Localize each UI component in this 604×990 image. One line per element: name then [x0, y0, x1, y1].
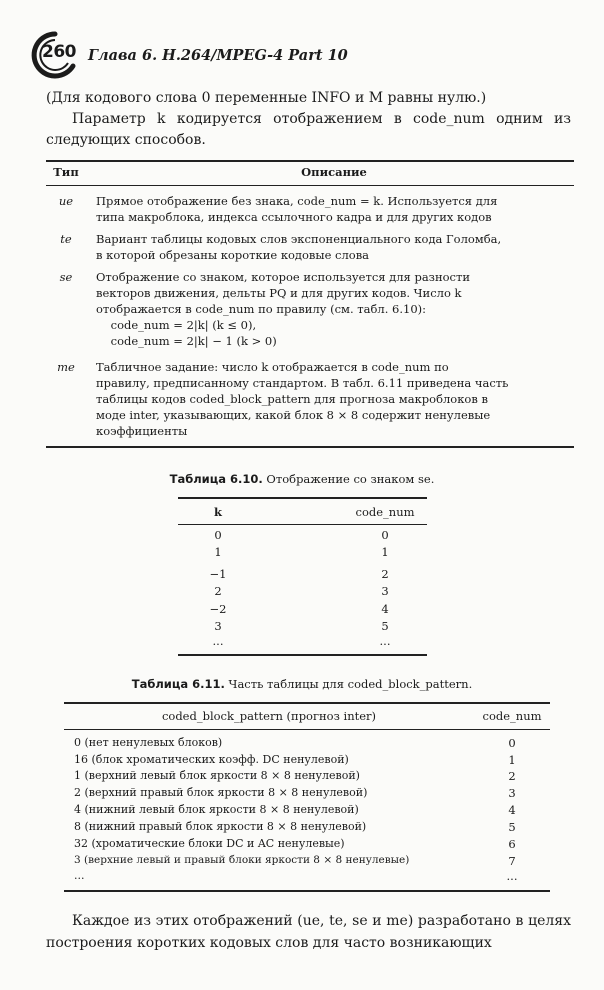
code-num-value: 5	[508, 820, 516, 834]
code-num-value: 2	[508, 769, 516, 783]
caption-label: Таблица 6.10.	[169, 472, 263, 486]
table-top-rule	[64, 702, 550, 704]
description-line: в которой обрезаны короткие кодовые слова	[96, 248, 370, 262]
code-num-value: 6	[508, 837, 516, 851]
row-description	[96, 193, 572, 225]
description-line: моде inter, указывающих, какой блок 8 × 8 содержит ненулевые	[96, 408, 491, 422]
k-value: 2	[214, 584, 222, 598]
code-num-value: 3	[508, 786, 516, 800]
description-line: таблицы кодов coded_block_pattern для прогноза макроблоков в	[96, 392, 488, 406]
code-num-value: 0	[381, 528, 389, 542]
column-header-description: Описание	[301, 165, 367, 179]
k-value: −2	[209, 602, 227, 616]
pattern-value: 1 (верхний левый блок яркости 8 × 8 ненулевой)	[74, 769, 360, 782]
column-header-code-num: code_num	[355, 505, 415, 519]
table-6-10-caption	[0, 472, 604, 486]
description-line: Прямое отображение без знака, code_num = k. Используется для	[96, 194, 498, 208]
pattern-value: 32 (хроматические блоки DC и AC ненулевые)	[74, 837, 345, 850]
code-num-value: 1	[508, 753, 516, 767]
column-header-type: Тип	[53, 165, 79, 179]
description-line: Табличное задание: число k отображается в code_num по	[96, 360, 449, 374]
code-num-value: ...	[506, 869, 518, 883]
caption-text: Часть таблицы для coded_block_pattern.	[224, 677, 473, 691]
code-num-value: 5	[381, 619, 389, 633]
table-bottom-rule	[178, 654, 427, 656]
row-description	[96, 231, 572, 263]
description-line: Вариант таблицы кодовых слов экспоненциального кода Голомба,	[96, 232, 502, 246]
k-value: 3	[214, 619, 222, 633]
table-6-11-caption	[0, 677, 604, 691]
pattern-value: 3 (верхние левый и правый блоки яркости 8 × 8 ненулевые)	[74, 854, 410, 866]
code-num-value: 1	[381, 545, 389, 559]
code-num-value: 7	[508, 854, 516, 868]
pattern-value: 0 (нет ненулевых блоков)	[74, 736, 223, 749]
description-line: векторов движения, дельты PQ и для других кодов. Число k	[96, 286, 462, 300]
table-top-rule	[46, 160, 574, 162]
pattern-value: 16 (блок хроматических коэфф. DC ненулевой)	[74, 753, 349, 766]
caption-text: Отображение со знаком se.	[262, 472, 435, 486]
running-title: Глава 6. H.264/MPEG-4 Part 10	[88, 46, 348, 64]
column-header-pattern: coded_block_pattern (прогноз inter)	[161, 709, 377, 723]
description-line: типа макроблока, индекса ссылочного кадра и для других кодов	[96, 210, 492, 224]
page-number: 260	[42, 42, 76, 62]
intro-paragraph: Параметр k кодируется отображением в code_num одним из следующих способов.	[46, 111, 571, 148]
k-value: ...	[212, 634, 224, 648]
table-header-rule	[46, 185, 574, 186]
table-top-rule	[178, 497, 427, 499]
intro-line: (Для кодового слова 0 переменные INFO и M равны нулю.)	[46, 90, 487, 106]
row-description	[96, 359, 572, 439]
table-header-rule	[64, 729, 550, 730]
description-line: правилу, предписанному стандартом. В табл. 6.11 приведена часть	[96, 376, 509, 390]
column-header-k: k	[214, 505, 222, 519]
formula-line: code_num = 2|k| − 1 (k > 0)	[96, 334, 277, 348]
k-value: 1	[214, 545, 222, 559]
pattern-value: 2 (верхний правый блок яркости 8 × 8 ненулевой)	[74, 786, 368, 799]
description-line: отображается в code_num по правилу (см. табл. 6.10):	[96, 302, 426, 316]
row-type: ue	[58, 194, 74, 208]
row-type: se	[59, 270, 73, 284]
k-value: −1	[209, 567, 227, 581]
pattern-value: 8 (нижний правый блок яркости 8 × 8 ненулевой)	[74, 820, 367, 833]
page-number-badge	[30, 30, 80, 80]
code-num-value: ...	[379, 634, 391, 648]
row-description	[96, 269, 572, 349]
code-num-value: 0	[508, 736, 516, 750]
column-header-code-num: code_num	[482, 709, 542, 723]
caption-label: Таблица 6.11.	[131, 677, 225, 691]
description-line: коэффициенты	[96, 424, 188, 438]
code-num-value: 4	[381, 602, 389, 616]
row-type: me	[57, 360, 75, 374]
table-header-rule	[178, 524, 427, 525]
table-bottom-rule	[46, 446, 574, 448]
code-num-value: 3	[381, 584, 389, 598]
pattern-value: 4 (нижний левый блок яркости 8 × 8 ненулевой)	[74, 803, 359, 816]
outro-paragraph: Каждое из этих отображений (ue, te, se и me) разработано в целях построения коротких кодовых слов для часто возникающих	[46, 913, 571, 951]
page-header	[30, 30, 348, 80]
formula-line: code_num = 2|k| (k ≤ 0),	[96, 318, 257, 332]
code-num-value: 4	[508, 803, 516, 817]
code-num-value: 2	[381, 567, 389, 581]
table-bottom-rule	[64, 890, 550, 892]
k-value: 0	[214, 528, 222, 542]
pattern-value: ...	[74, 869, 85, 882]
description-line: Отображение со знаком, которое используется для разности	[96, 270, 471, 284]
row-type: te	[60, 232, 72, 246]
